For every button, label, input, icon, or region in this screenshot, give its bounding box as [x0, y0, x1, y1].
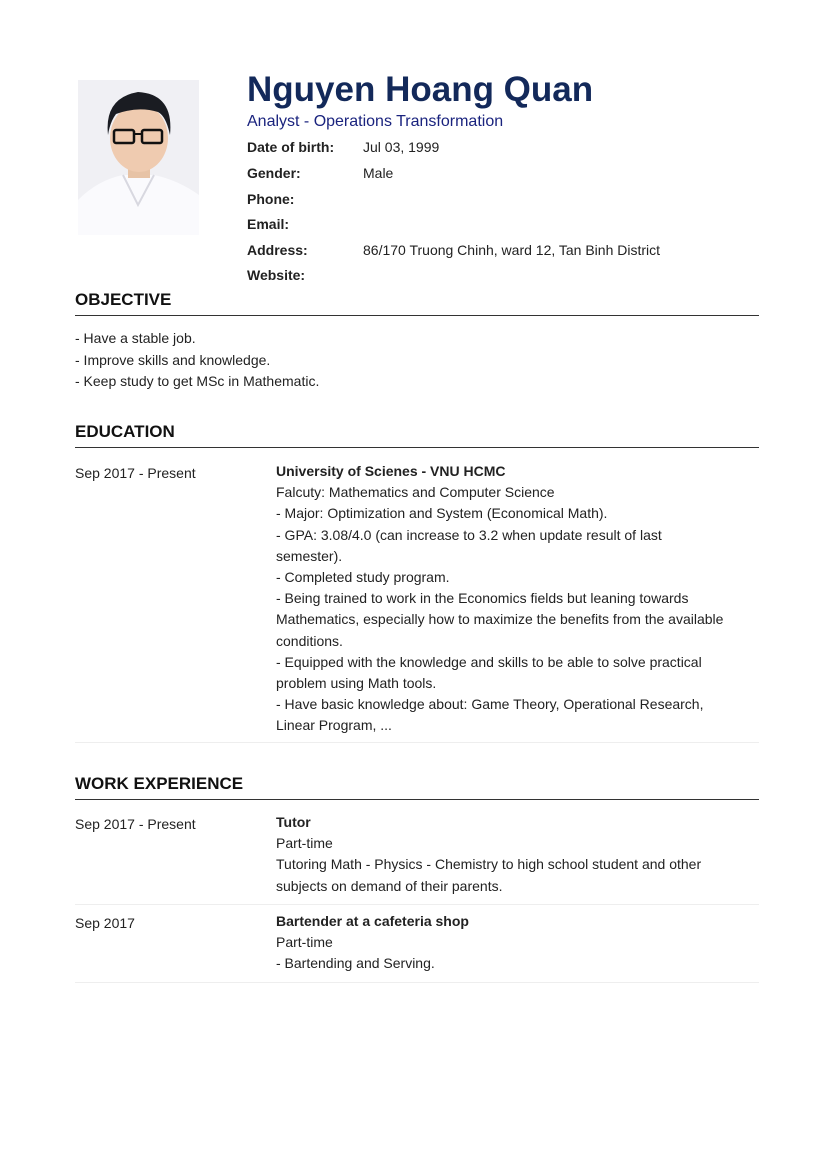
objective-item: - Keep study to get MSc in Mathematic.: [75, 373, 320, 389]
work-type: Part-time: [276, 835, 333, 852]
info-value: Jul 03, 1999: [363, 139, 440, 155]
profile-photo: [78, 80, 199, 235]
education-line: - Being trained to work in the Economics fields but leaning towards Mathematics, especially how to maximize the benefits from the available conditions.: [276, 590, 724, 649]
work-position: Tutor: [276, 814, 311, 830]
work-date: Sep 2017: [75, 915, 135, 931]
objective-item: - Have a stable job.: [75, 330, 196, 346]
objective-item: - Improve skills and knowledge.: [75, 351, 271, 368]
work-date: Sep 2017 - Present: [75, 816, 196, 832]
info-label: Address:: [247, 242, 308, 258]
job-title: Analyst - Operations Transformation: [247, 113, 504, 130]
education-entry: [75, 461, 759, 743]
info-label: Date of birth:: [247, 139, 335, 155]
work-entry: [75, 911, 759, 983]
work-entry: [75, 812, 759, 905]
info-row-phone: [247, 191, 363, 211]
education-line: - Completed study program.: [276, 569, 450, 586]
info-label: Gender:: [247, 165, 301, 181]
school-name: University of Scienes - VNU HCMC: [276, 463, 506, 479]
section-heading-objective: OBJECTIVE: [75, 290, 759, 316]
education-line: - Major: Optimization and System (Economical Math).: [276, 505, 608, 522]
info-row-address: [247, 242, 660, 262]
work-description: Tutoring Math - Physics - Chemistry to high school student and other subjects on demand of their parents.: [276, 856, 702, 894]
work-position: Bartender at a cafeteria shop: [276, 913, 469, 929]
info-row-website: [247, 267, 363, 287]
work-type: Part-time: [276, 934, 333, 951]
section-heading-work: WORK EXPERIENCE: [75, 774, 759, 800]
work-description: - Bartending and Serving.: [276, 955, 435, 972]
candidate-name: Nguyen Hoang Quan: [247, 70, 594, 109]
info-label: Website:: [247, 267, 306, 283]
section-heading-education: EDUCATION: [75, 422, 759, 448]
info-value: 86/170 Truong Chinh, ward 12, Tan Binh District: [363, 242, 661, 258]
info-row-email: [247, 216, 363, 236]
info-label: Phone:: [247, 191, 295, 207]
education-line: - Have basic knowledge about: Game Theory, Operational Research, Linear Program, ...: [276, 696, 704, 734]
info-row-gender: [247, 165, 393, 185]
education-date: Sep 2017 - Present: [75, 465, 196, 481]
info-value: Male: [363, 165, 394, 181]
info-row-dob: [247, 139, 439, 159]
education-line: Falcuty: Mathematics and Computer Science: [276, 484, 555, 501]
objective-list: [75, 328, 319, 393]
info-label: Email:: [247, 216, 290, 232]
education-line: - Equipped with the knowledge and skills to be able to solve practical problem using Math tools.: [276, 653, 702, 692]
education-line: - GPA: 3.08/4.0 (can increase to 3.2 when update result of last semester).: [276, 526, 662, 564]
